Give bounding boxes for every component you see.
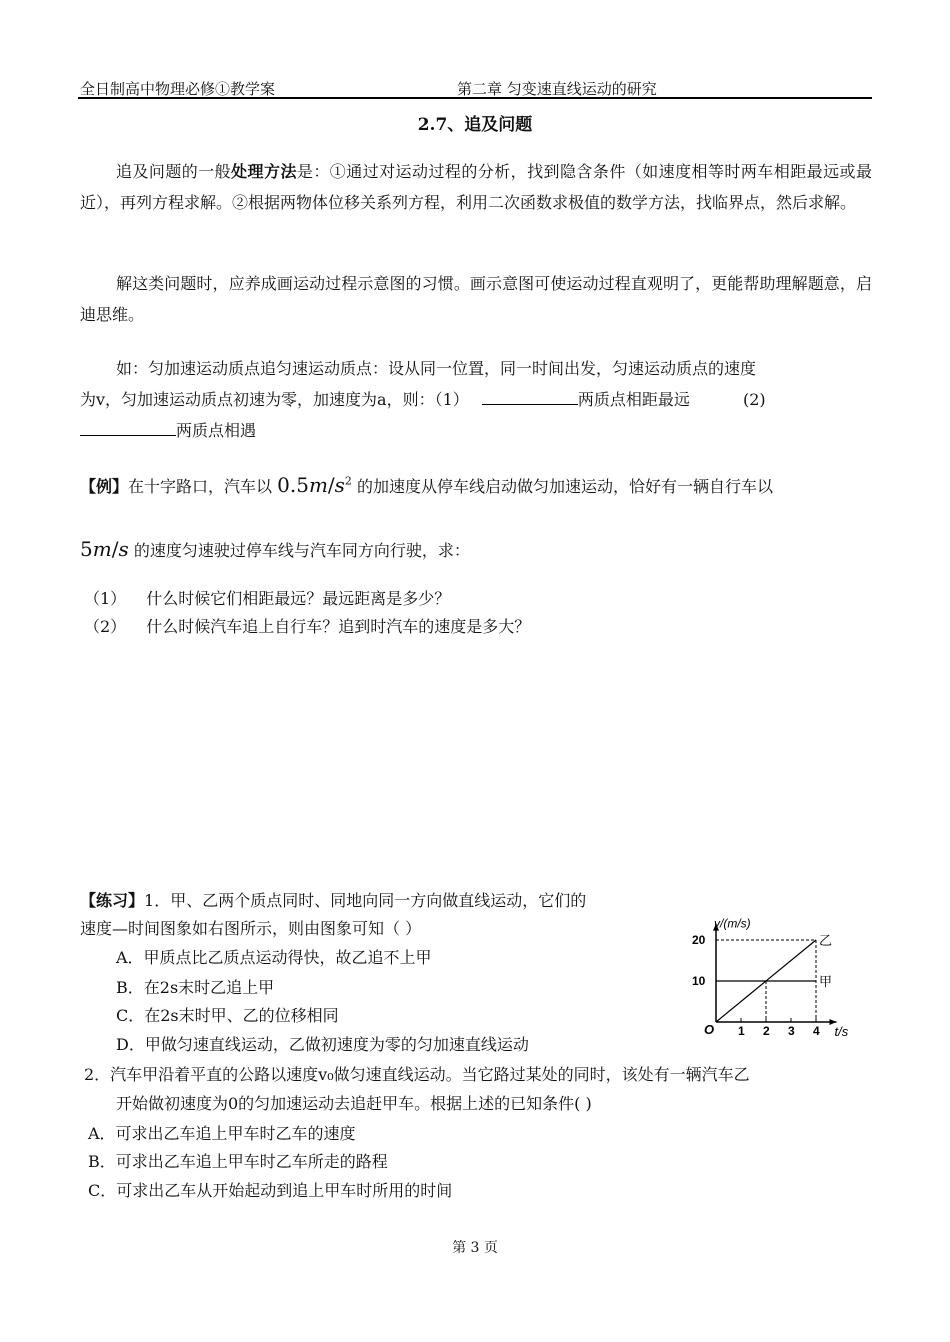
x-tick-label: 2 (763, 1024, 770, 1038)
practice-q2-line2: 开始做初速度为0的匀加速运动去追赶甲车。根据上述的已知条件( ) (116, 1094, 592, 1113)
example-line1 (80, 473, 773, 497)
practice-label: 【练习】 (80, 891, 145, 910)
section-title: 2.7、追及问题 (417, 115, 533, 135)
example-intro-line3-text: 两质点相遇 (176, 421, 257, 440)
y-tick-label: 20 (692, 933, 706, 947)
y-tick-label: 10 (692, 974, 706, 988)
series-label: 乙 (819, 933, 833, 948)
x-axis-label: t/s (834, 1024, 849, 1038)
practice-q1-text1: 1．甲、乙两个质点同时、同地向同一方向做直线运动，它们的 (144, 891, 587, 910)
practice-q2-option-b: B．可求出乙车追上甲车时乙车所走的路程 (88, 1152, 388, 1171)
method-bold: 处理方法 (231, 162, 297, 181)
vt-chart (684, 898, 874, 1038)
header-rule (78, 97, 872, 99)
x-tick-label: 4 (813, 1024, 820, 1038)
series-label: 甲 (819, 974, 833, 989)
example-q2-num: （2） (84, 617, 127, 636)
speed-formula: 5m/s (80, 537, 129, 561)
y-axis-label: v/(m/s) (714, 916, 751, 931)
page-number: 第 3 页 (452, 1240, 498, 1256)
blank-2[interactable] (80, 420, 176, 436)
example-intro-line2 (80, 387, 766, 410)
example-line2 (80, 537, 470, 561)
blank-1[interactable] (482, 389, 578, 405)
method-paragraph (80, 156, 872, 218)
x-tick-label: 1 (738, 1024, 745, 1038)
example-intro-line2a: 为v，匀加速运动质点初速为零，加速度为a，则：（1） (80, 390, 469, 409)
example-intro-line1: 如：匀加速运动质点追匀速运动质点：设从同一位置，同一时间出发，匀速运动质点的速度 (116, 359, 757, 378)
practice-q1-option-b: B．在2s末时乙追上甲 (116, 978, 275, 997)
example-q2-text: 什么时候汽车追上自行车？追到时汽车的速度是多大？ (146, 617, 531, 636)
practice-q1-line2: 速度—时间图象如右图所示，则由图象可知（ ） (80, 919, 422, 938)
method-text-1: 追及问题的一般 (116, 162, 232, 181)
example-intro-line3 (80, 418, 256, 441)
example-q1 (84, 586, 450, 609)
habit-paragraph: 解这类问题时，应养成画运动过程示意图的习惯。画示意图可使运动过程直观明了，更能帮助理解题意，启迪思维。 (80, 274, 872, 324)
example-intro-line2b: 两质点相距最远 (577, 390, 690, 409)
x-tick-label: 3 (788, 1024, 795, 1038)
example-intro-line2c: (2) (742, 390, 766, 409)
practice-q1-option-a: A．甲质点比乙质点运动得快，故乙追不上甲 (116, 948, 432, 967)
method-text-2: 是：①通过对运动过程的分析，找到隐含条件（如速度相等时两车相距最远或最近），再列方程求解。②根据两物体位移关系列方程，利用二次函数求极值的数学方法，找临界点，然后求解。 (80, 162, 872, 212)
practice-q2-line1: 2．汽车甲沿着平直的公路以速度v₀做匀速直线运动。当它路过某处的同时，该处有一辆汽车乙 (84, 1065, 750, 1084)
example-text3: 的速度匀速驶过停车线与汽车同方向行驶，求： (133, 541, 470, 560)
header-left: 全日制高中物理必修①教学案 (80, 80, 276, 98)
example-q2 (84, 614, 530, 637)
origin-label: O (704, 1022, 715, 1037)
accel-formula: $0.5m/s^2$ (277, 473, 352, 497)
practice-q1-option-d: D．甲做匀速直线运动，乙做初速度为零的匀加速直线运动 (116, 1035, 529, 1054)
header-right: 第二章 匀变速直线运动的研究 (457, 80, 657, 98)
practice-q1-line1 (80, 888, 586, 911)
practice-q1-option-c: C．在2s末时甲、乙的位移相同 (116, 1006, 339, 1025)
example-q1-text: 什么时候它们相距最远？最远距离是多少？ (146, 589, 451, 608)
example-text2: 的加速度从停车线启动做匀加速运动，恰好有一辆自行车以 (357, 477, 774, 496)
practice-q2-option-a: A．可求出乙车追上甲车时乙车的速度 (88, 1124, 356, 1143)
example-text1: 在十字路口，汽车以 (128, 477, 273, 496)
example-q1-num: （1） (84, 589, 127, 608)
example-label: 【例】 (80, 477, 129, 496)
practice-q2-option-c: C．可求出乙车从开始起动到追上甲车时所用的时间 (88, 1181, 453, 1200)
